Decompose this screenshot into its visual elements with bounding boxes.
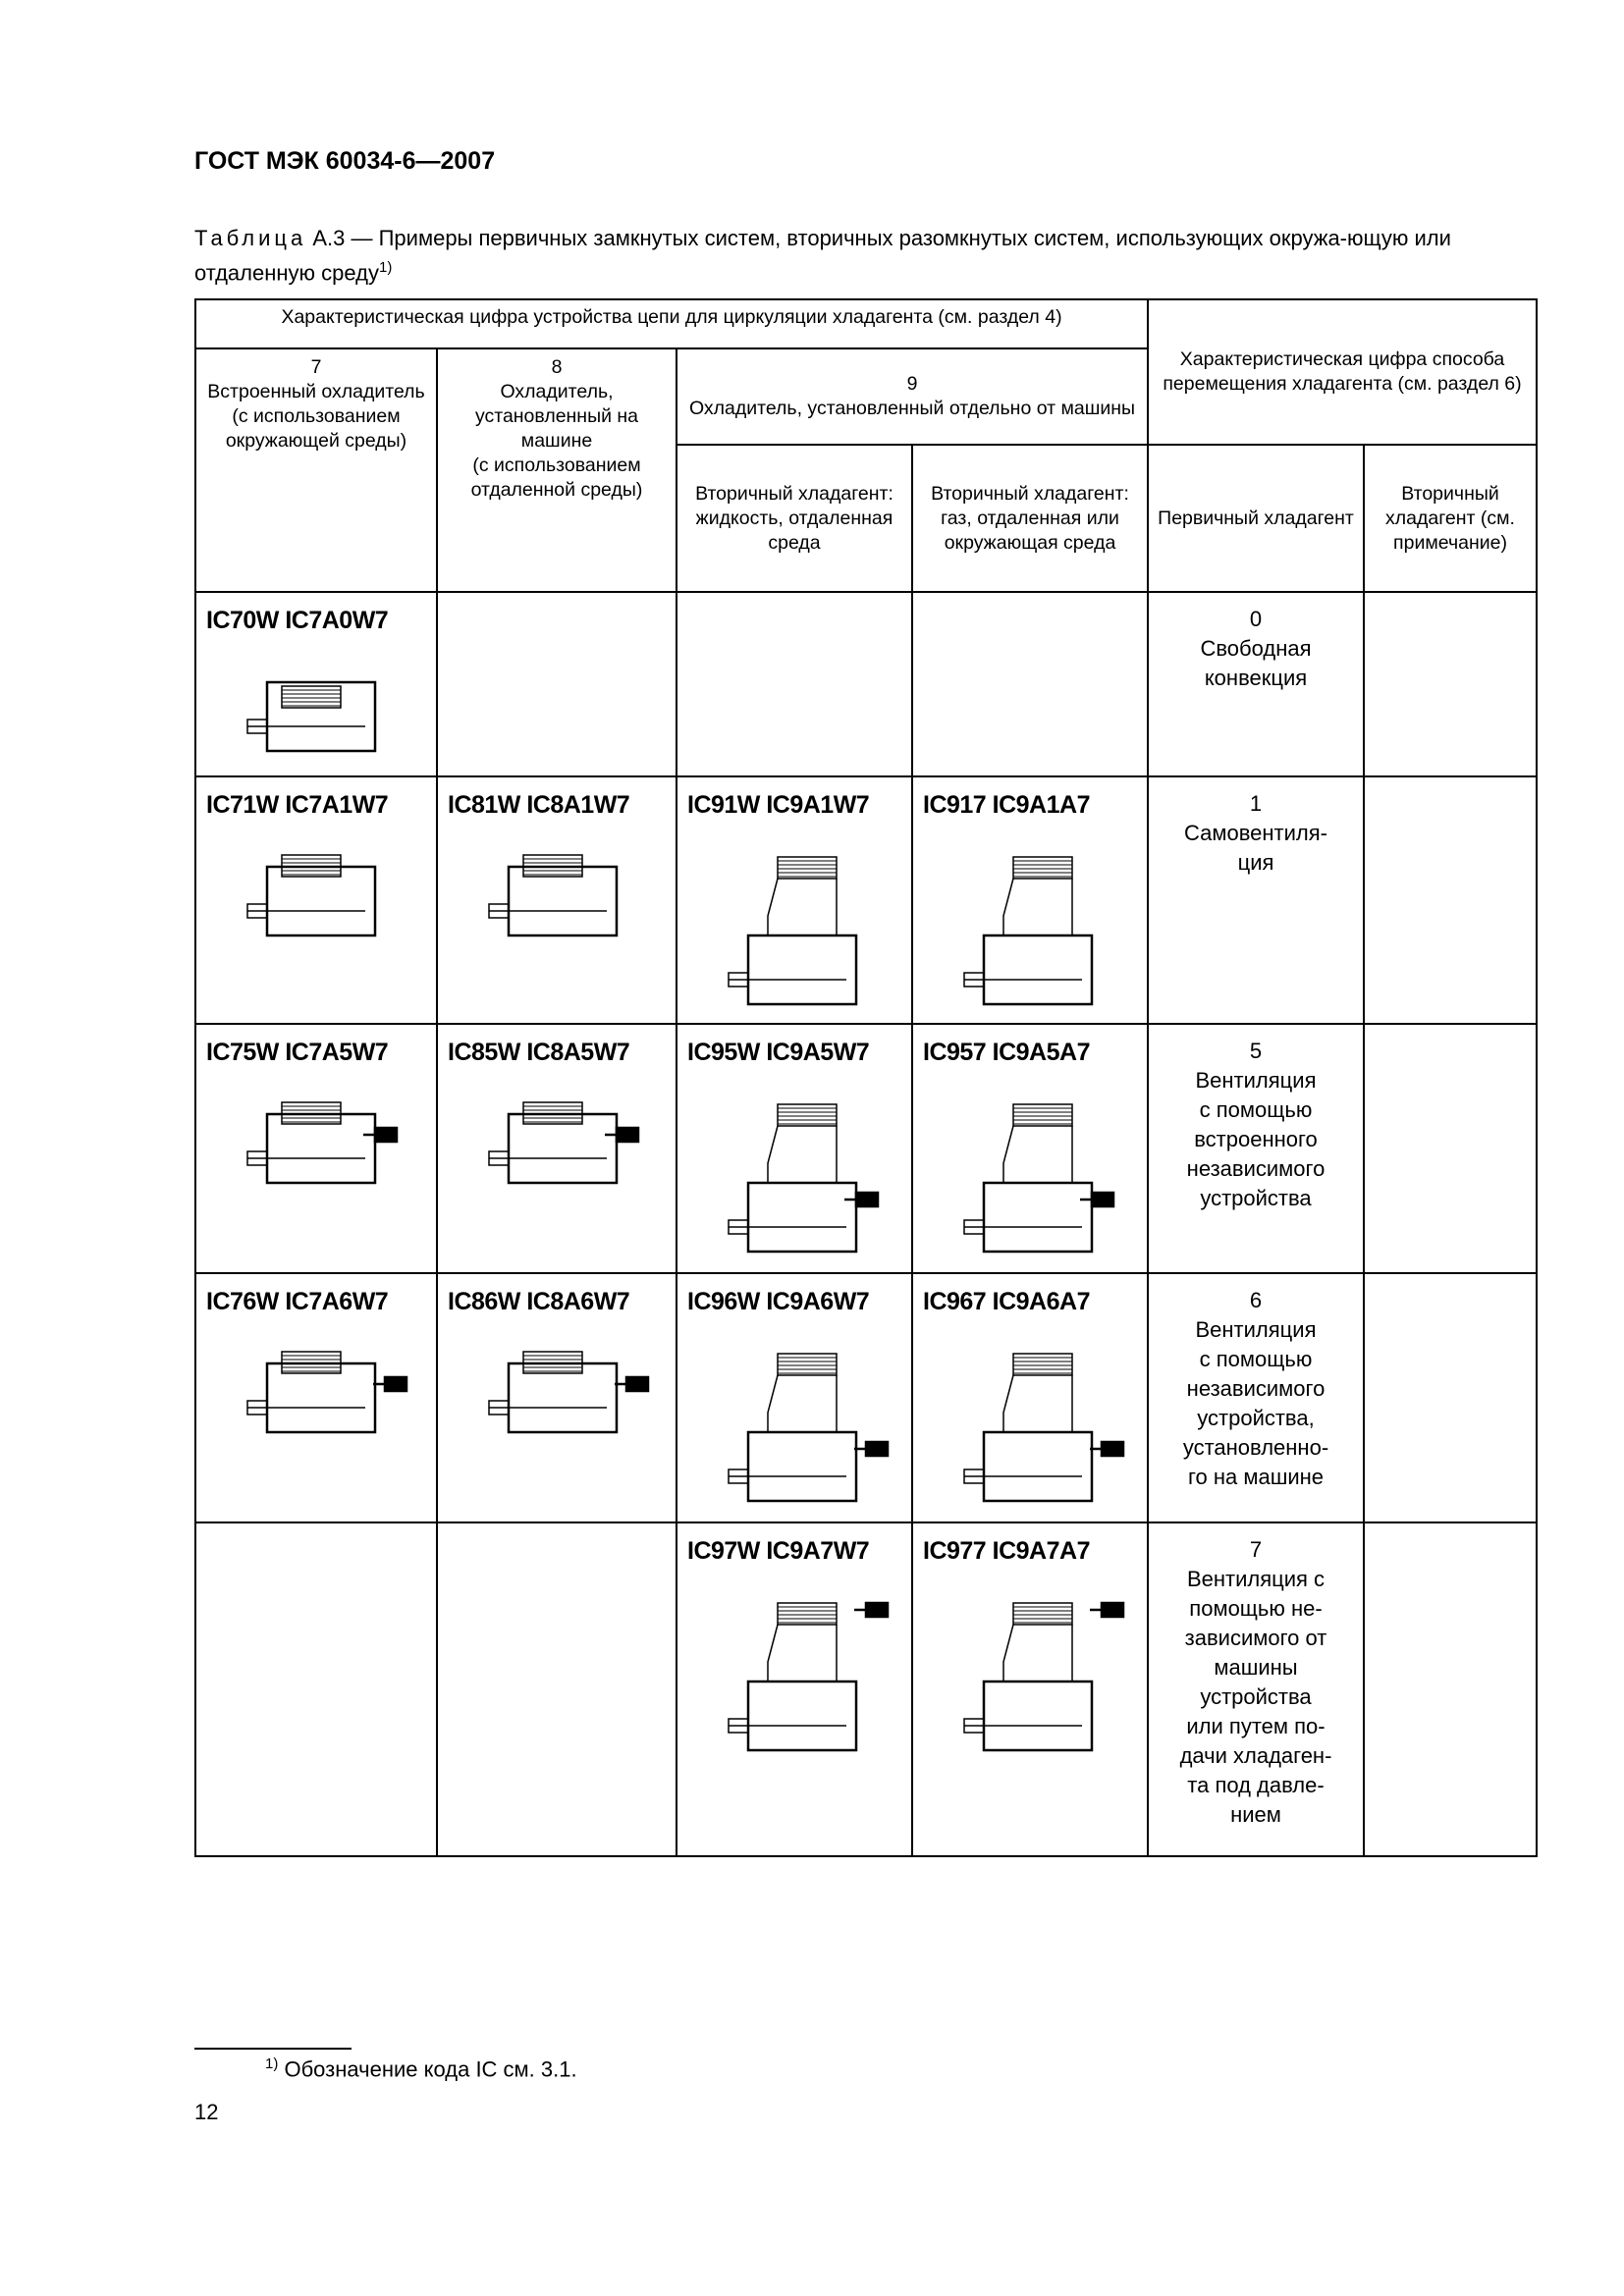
secondary-coolant-cell [1364,776,1537,1024]
footnote-separator [194,2048,352,2050]
cooler-external-fan-icon [206,1324,436,1452]
separate-cooler-fan-motor-icon [687,1075,911,1261]
code-cell [437,1273,677,1522]
schematic-drawing [945,1574,1141,1760]
schematic-drawing [228,828,424,955]
table-caption [194,224,1540,288]
method-cell: 0 Свободная конвекция [1148,592,1364,776]
ic-code: IC76W IC7A6W7 [206,1288,389,1315]
secondary-coolant-cell [1364,592,1537,776]
code-cell [195,1024,437,1273]
method-cell: 1 Самовентиля- ция [1148,776,1364,1024]
ic-code: IC91W IC9A1W7 [687,791,870,819]
schematic-drawing [228,643,424,771]
method-cell: 6 Вентиляция с помощью независимого устройства, установленно- го на машине [1148,1273,1364,1522]
ic-code: IC81W IC8A1W7 [448,791,630,819]
code-cell [677,1522,912,1856]
footnote-text: Обозначение кода IC см. 3.1. [278,2056,577,2082]
header-col-8: 8 Охладитель, установленный на машине (с использованием отдаленной среды) [437,348,677,592]
header-coolant-movement: Характеристическая цифра способа перемещения хладагента (см. раздел 6) [1148,299,1537,445]
ic-code: IC977 IC9A7A7 [923,1537,1090,1565]
code-cell [437,776,677,1024]
header-col-9: 9 Охладитель, установленный отдельно от машины [677,348,1148,445]
table-row [195,776,1537,1024]
code-cell [912,592,1148,776]
separate-cooler-icon [687,828,911,1014]
ic-code: IC70W IC7A0W7 [206,607,389,634]
code-cell [677,1273,912,1522]
header-col-9-gas: Вторичный хладагент: газ, отдаленная или окружающая среда [912,445,1148,592]
schematic-drawing [945,1324,1141,1511]
footnote [265,2056,577,2082]
schematic-drawing [709,828,905,1014]
schematic-drawing [469,1075,666,1202]
separate-gas-remote-fan-icon [923,1574,1147,1760]
machine-mounted-cooler-icon [448,828,676,955]
schematic-drawing [469,1324,666,1452]
schematic-drawing [709,1324,905,1511]
code-cell [195,776,437,1024]
secondary-coolant-cell [1364,1522,1537,1856]
code-cell [677,776,912,1024]
code-cell [677,1024,912,1273]
table-row [195,1024,1537,1273]
machine-mounted-fan-motor-icon [448,1075,676,1202]
code-cell [677,592,912,776]
separate-gas-cooler-icon [923,828,1147,1014]
ic-code: IC967 IC9A6A7 [923,1288,1090,1315]
header-col-9-liquid: Вторичный хладагент: жидкость, отдаленная среда [677,445,912,592]
code-cell [195,1522,437,1856]
table-body [195,592,1537,1856]
separate-remote-fan-icon [687,1574,911,1760]
ic-code: IC85W IC8A5W7 [448,1039,630,1066]
ic-code: IC75W IC7A5W7 [206,1039,389,1066]
header-col-7: 7 Встроенный охладитель (с использованием окружающей среды) [195,348,437,592]
header-circuit-arrangement: Характеристическая цифра устройства цепи для циркуляции хладагента (см. раздел 4) [195,299,1148,348]
schematic-drawing [709,1574,905,1760]
caption-footnote-mark: 1) [378,259,393,276]
code-cell [195,1273,437,1522]
cooling-systems-table [194,298,1538,1857]
code-cell [195,592,437,776]
ic-code: IC96W IC9A6W7 [687,1288,870,1315]
schematic-drawing [469,828,666,955]
secondary-coolant-cell [1364,1273,1537,1522]
header-secondary-coolant: Вторичный хладагент (см. примечание) [1364,445,1537,592]
ic-code: IC71W IC7A1W7 [206,791,389,819]
code-cell [912,1024,1148,1273]
separate-cooler-external-fan-icon [687,1324,911,1511]
table-row [195,1522,1537,1856]
schematic-drawing [945,828,1141,1014]
schematic-drawing [228,1075,424,1202]
method-cell: 5 Вентиляция с помощью встроенного независимого устройства [1148,1024,1364,1273]
page-number: 12 [194,2100,219,2124]
code-cell [912,1522,1148,1856]
header-primary-coolant: Первичный хладагент [1148,445,1364,592]
cooler-inside-icon [206,643,436,771]
cooler-top-fan-icon [206,828,436,955]
ic-code: IC97W IC9A7W7 [687,1537,870,1565]
code-cell [912,1273,1148,1522]
schematic-drawing [228,1324,424,1452]
schematic-drawing [945,1075,1141,1261]
footnote-mark: 1) [265,2056,279,2072]
ic-code: IC86W IC8A6W7 [448,1288,630,1315]
method-cell: 7 Вентиляция с помощью не- зависимого от машины устройства или путем по- дачи хладаген- та под давле- нием [1148,1522,1364,1856]
code-cell [437,1024,677,1273]
schematic-drawing [709,1075,905,1261]
separate-gas-external-fan-icon [923,1324,1147,1511]
caption-label: Таблица [194,226,307,250]
separate-gas-fan-motor-icon [923,1075,1147,1261]
table-row [195,1273,1537,1522]
table-row [195,592,1537,776]
cooler-inside-fan-motor-icon [206,1075,436,1202]
document-header: ГОСТ МЭК 60034-6—2007 [194,147,496,175]
ic-code: IC917 IC9A1A7 [923,791,1090,819]
code-cell [437,1522,677,1856]
ic-code: IC957 IC9A5A7 [923,1039,1090,1066]
caption-text: А.3 — Примеры первичных замкнутых систем, вторичных разомкнутых систем, использующих окружа-ющую или отдаленную среду [194,226,1451,286]
ic-code: IC95W IC9A5W7 [687,1039,870,1066]
secondary-coolant-cell [1364,1024,1537,1273]
code-cell [437,592,677,776]
machine-mounted-external-fan-icon [448,1324,676,1452]
code-cell [912,776,1148,1024]
